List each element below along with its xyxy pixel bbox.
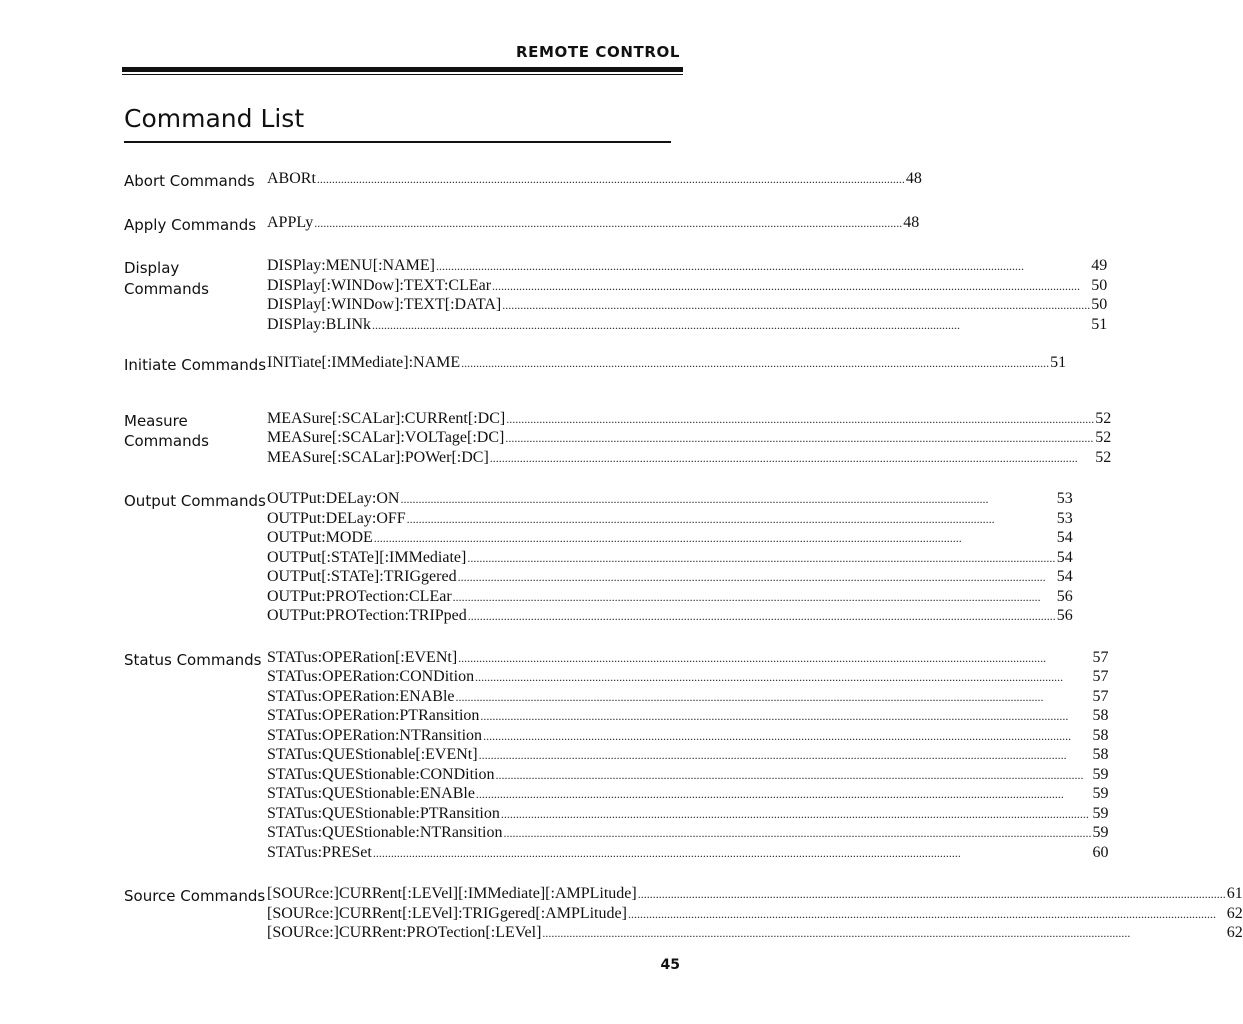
header-rule-thick <box>122 67 683 72</box>
dot-leader <box>458 570 1056 585</box>
command-entry[interactable] <box>267 688 1108 708</box>
command-entries <box>267 885 1243 944</box>
command-name: STATus:QUEStionable:NTRansition <box>267 824 503 841</box>
command-name: [SOURce:]CURRent[:LEVel]:TRIGgered[:AMPLitude] <box>267 904 627 922</box>
command-entry[interactable] <box>267 568 1073 588</box>
command-name: MEASure[:SCALar]:VOLTage[:DC] <box>267 429 505 446</box>
command-group <box>124 409 1112 469</box>
dot-leader <box>458 651 1091 666</box>
command-entry[interactable] <box>267 649 1108 669</box>
command-page-number: 58 <box>1092 707 1109 724</box>
command-name: MEASure[:SCALar]:POWer[:DC] <box>267 448 489 466</box>
section-header: REMOTE CONTROL <box>516 43 680 61</box>
command-name: STATus:QUEStionable[:EVENt] <box>267 746 478 763</box>
command-entries <box>267 354 1066 376</box>
dot-leader <box>496 768 1092 783</box>
command-page-number: 59 <box>1092 804 1109 822</box>
command-page-number: 51 <box>1091 315 1108 333</box>
command-page-number: 49 <box>1091 257 1108 274</box>
dot-leader <box>468 609 1056 624</box>
command-entry[interactable] <box>267 449 1111 469</box>
command-name: DISPlay[:WINDow]:TEXT[:DATA] <box>267 296 502 313</box>
command-name: [SOURce:]CURRent[:LEVel][:IMMediate][:AMPLitude] <box>267 885 637 902</box>
command-entry[interactable] <box>267 924 1243 944</box>
command-entry[interactable] <box>267 844 1108 864</box>
command-name: DISPlay:BLINk <box>267 315 371 333</box>
dot-leader <box>461 356 1049 371</box>
dot-leader <box>314 216 902 231</box>
dot-leader <box>476 787 1092 802</box>
command-entry[interactable] <box>267 510 1073 530</box>
command-page-number: 54 <box>1056 529 1073 546</box>
command-entry[interactable] <box>267 410 1111 430</box>
command-entry[interactable] <box>267 588 1073 608</box>
dot-leader <box>467 551 1055 566</box>
command-name: STATus:OPERation:CONDition <box>267 668 475 685</box>
command-entry[interactable] <box>267 257 1107 277</box>
command-page-number: 53 <box>1056 490 1073 507</box>
command-page-number: 57 <box>1092 648 1109 666</box>
command-name: APPLy <box>267 213 314 231</box>
command-page-number: 59 <box>1092 785 1109 802</box>
command-entries <box>267 170 922 192</box>
command-entry[interactable] <box>267 170 922 190</box>
command-page-number: 52 <box>1095 429 1112 446</box>
category-label: Measure Commands <box>124 411 209 450</box>
dot-leader <box>506 412 1094 427</box>
command-entry[interactable] <box>267 727 1108 747</box>
command-page-number: 50 <box>1091 276 1108 294</box>
dot-leader <box>501 807 1092 822</box>
command-name: STATus:PRESet <box>267 843 372 861</box>
category-label: Output Commands <box>124 492 266 510</box>
dot-leader <box>490 451 1094 466</box>
command-page-number: 51 <box>1050 354 1067 371</box>
dot-leader <box>436 259 1090 274</box>
command-entry[interactable] <box>267 490 1073 510</box>
dot-leader <box>492 279 1090 294</box>
command-name: OUTPut[:STATe][:IMMediate] <box>267 548 467 566</box>
command-name: DISPlay[:WINDow]:TEXT:CLEar <box>267 276 492 294</box>
dot-leader <box>502 298 1090 313</box>
category-label: Abort Commands <box>124 172 255 190</box>
command-entry[interactable] <box>267 354 1066 374</box>
command-page-number: 52 <box>1095 448 1112 466</box>
command-group <box>124 170 922 192</box>
command-entry[interactable] <box>267 607 1073 627</box>
command-name: STATus:QUEStionable:ENABle <box>267 785 475 802</box>
category-label: Display Commands <box>124 259 209 298</box>
command-name: INITiate[:IMMediate]:NAME <box>267 354 461 371</box>
command-name: OUTPut:PROTection:TRIPped <box>267 607 467 624</box>
command-entry[interactable] <box>267 214 919 234</box>
dot-leader <box>505 431 1094 446</box>
command-page-number: 59 <box>1092 765 1109 783</box>
command-entry[interactable] <box>267 668 1108 688</box>
command-group <box>124 885 1243 944</box>
dot-leader <box>475 670 1091 685</box>
dot-leader <box>483 729 1091 744</box>
command-entry[interactable] <box>267 746 1108 766</box>
command-name: [SOURce:]CURRent:PROTection[:LEVel] <box>267 924 542 941</box>
command-page-number: 54 <box>1056 568 1073 585</box>
command-name: STATus:OPERation:ENABle <box>267 687 455 705</box>
dot-leader <box>480 709 1091 724</box>
command-page-number: 54 <box>1056 548 1073 566</box>
command-page-number: 57 <box>1092 687 1109 705</box>
command-entry[interactable] <box>267 277 1107 297</box>
command-group <box>124 354 1067 376</box>
dot-leader <box>400 492 1055 507</box>
dot-leader <box>542 926 1225 941</box>
command-entries <box>267 490 1073 627</box>
command-name: MEASure[:SCALar]:CURRent[:DC] <box>267 409 506 427</box>
command-name: STATus:OPERation:PTRansition <box>267 707 480 724</box>
command-page-number: 58 <box>1092 746 1109 763</box>
command-entry[interactable] <box>267 805 1108 825</box>
category-label: Initiate Commands <box>124 356 267 374</box>
command-entries <box>267 257 1107 335</box>
dot-leader <box>407 512 1056 527</box>
command-entries <box>267 649 1108 864</box>
page-title: Command List <box>124 104 305 133</box>
page-number: 45 <box>660 957 680 973</box>
command-name: OUTPut:DELay:ON <box>267 490 400 507</box>
command-page-number: 57 <box>1092 668 1109 685</box>
command-page-number: 58 <box>1092 726 1109 744</box>
dot-leader <box>374 531 1056 546</box>
dot-leader <box>373 846 1092 861</box>
command-group <box>124 648 1109 864</box>
command-entry[interactable] <box>267 785 1108 805</box>
command-name: STATus:QUEStionable:CONDition <box>267 765 495 783</box>
command-group <box>124 213 920 236</box>
category-label: Apply Commands <box>124 215 257 234</box>
command-entries <box>267 214 919 236</box>
command-page-number: 50 <box>1091 296 1108 313</box>
dot-leader <box>628 907 1226 922</box>
command-name: OUTPut:PROTection:CLEar <box>267 587 452 605</box>
command-entry[interactable] <box>267 905 1243 925</box>
command-entry[interactable] <box>267 429 1111 449</box>
command-group <box>124 490 1073 627</box>
command-name: OUTPut:MODE <box>267 529 373 546</box>
command-name: DISPlay:MENU[:NAME] <box>267 257 435 274</box>
command-entry[interactable] <box>267 316 1107 336</box>
command-entry[interactable] <box>267 549 1073 569</box>
category-label: Status Commands <box>124 650 262 669</box>
dot-leader <box>372 318 1090 333</box>
command-page-number: 59 <box>1092 824 1109 841</box>
command-group <box>124 257 1108 335</box>
command-name: STATus:OPERation:NTRansition <box>267 726 483 744</box>
command-page-number: 48 <box>903 213 920 231</box>
command-list <box>124 170 1243 944</box>
command-page-number: 61 <box>1226 885 1243 902</box>
command-page-number: 56 <box>1056 587 1073 605</box>
command-entry[interactable] <box>267 824 1108 844</box>
header-rule-thin <box>122 74 683 75</box>
dot-leader <box>503 826 1091 841</box>
command-entry[interactable] <box>267 885 1243 905</box>
command-page-number: 56 <box>1056 607 1073 624</box>
command-entry[interactable] <box>267 707 1108 727</box>
category-label: Source Commands <box>124 887 266 905</box>
command-name: OUTPut:DELay:OFF <box>267 509 406 527</box>
command-page-number: 48 <box>905 170 922 187</box>
command-entry[interactable] <box>267 766 1108 786</box>
command-entry[interactable] <box>267 296 1107 316</box>
command-page-number: 52 <box>1095 409 1112 427</box>
dot-leader <box>453 590 1056 605</box>
command-page-number: 53 <box>1056 509 1073 527</box>
command-name: STATus:OPERation[:EVENt] <box>267 648 458 666</box>
command-page-number: 62 <box>1226 904 1243 922</box>
command-name: ABORt <box>267 170 316 187</box>
command-entries <box>267 410 1111 469</box>
dot-leader <box>479 748 1092 763</box>
command-name: OUTPut[:STATe]:TRIGgered <box>267 568 457 585</box>
dot-leader <box>456 690 1092 705</box>
command-name: STATus:QUEStionable:PTRansition <box>267 804 500 822</box>
dot-leader <box>638 887 1226 902</box>
command-entry[interactable] <box>267 529 1073 549</box>
command-page-number: 62 <box>1226 924 1243 941</box>
command-page-number: 60 <box>1092 843 1109 861</box>
title-underline <box>124 141 671 143</box>
dot-leader <box>317 172 905 187</box>
